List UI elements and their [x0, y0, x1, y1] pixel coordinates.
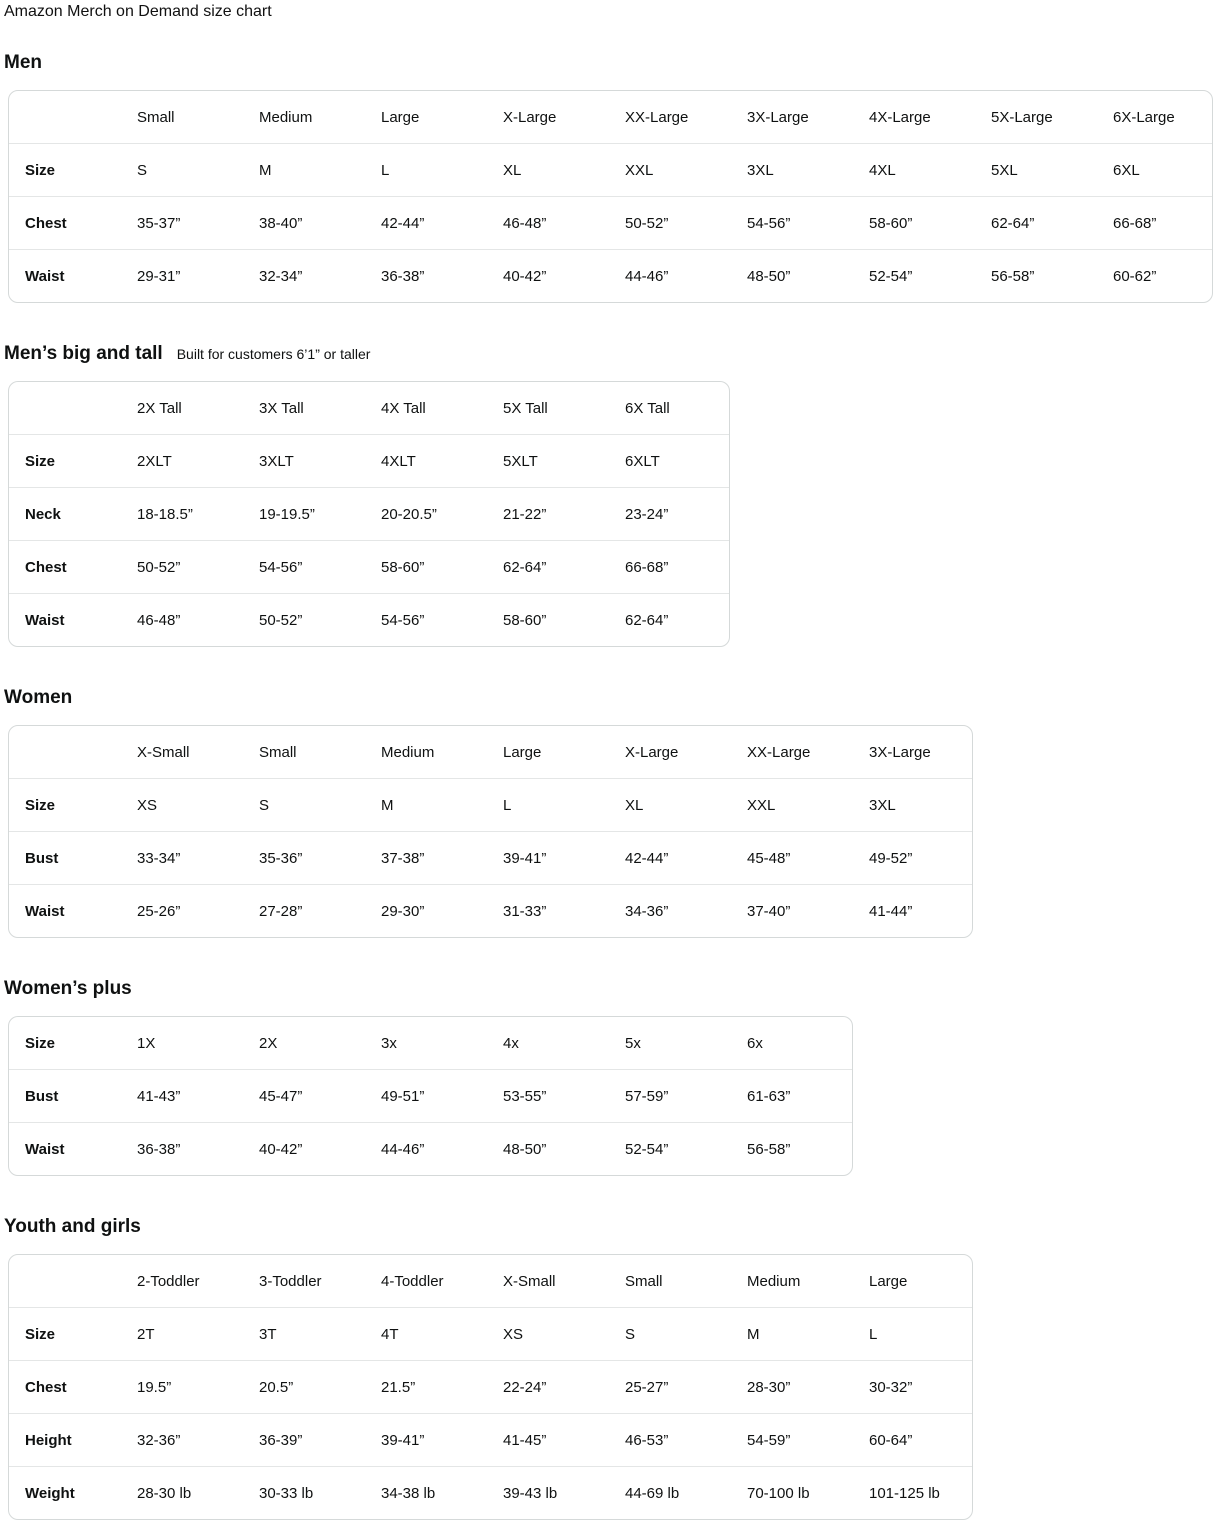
section-women	[4, 687, 1214, 938]
size-cell: 28-30”	[746, 1361, 868, 1414]
size-cell: 58-60”	[380, 541, 502, 594]
size-cell: 46-48”	[502, 197, 624, 250]
column-header: 4X Tall	[381, 399, 426, 417]
size-cell: 57-59”	[624, 1070, 746, 1123]
row-label: Waist	[9, 885, 136, 938]
row-label: Waist	[9, 594, 136, 647]
size-cell: 29-30”	[380, 885, 502, 938]
size-cell: M	[746, 1308, 868, 1361]
size-cell: 101-125 lb	[868, 1467, 972, 1520]
size-cell: 29-31”	[136, 250, 258, 303]
size-cell: 70-100 lb	[746, 1467, 868, 1520]
size-cell: 62-64”	[990, 197, 1112, 250]
womens-plus-table	[9, 1017, 852, 1175]
size-cell: 6XL	[1112, 144, 1212, 197]
size-cell: 41-43”	[136, 1070, 258, 1123]
header-row	[9, 726, 972, 779]
row-label: Weight	[9, 1467, 136, 1520]
size-cell: M	[258, 144, 380, 197]
size-cell: 3XLT	[258, 435, 380, 488]
size-cell: 53-55”	[502, 1070, 624, 1123]
size-cell: 32-34”	[258, 250, 380, 303]
women-size-table	[9, 726, 972, 937]
column-header: Large	[503, 743, 542, 761]
youth-and-girls-card	[8, 1254, 973, 1520]
size-cell: 19-19.5”	[258, 488, 380, 541]
size-cell: L	[380, 144, 502, 197]
size-cell: 50-52”	[624, 197, 746, 250]
size-cell: S	[258, 779, 380, 832]
size-cell: S	[136, 144, 258, 197]
size-cell: 52-54”	[868, 250, 990, 303]
size-cell: 5XL	[990, 144, 1112, 197]
size-cell: 35-36”	[258, 832, 380, 885]
size-cell: 62-64”	[624, 594, 729, 647]
section-heading-men: Men	[4, 52, 42, 73]
size-cell: 2XLT	[136, 435, 258, 488]
size-cell: 6x	[747, 1034, 763, 1052]
size-cell: 54-56”	[380, 594, 502, 647]
table-row	[9, 541, 729, 594]
size-cell: 58-60”	[868, 197, 990, 250]
row-label: Bust	[9, 832, 136, 885]
size-cell: 54-56”	[258, 541, 380, 594]
table-row	[9, 594, 729, 647]
header-row	[9, 1255, 972, 1308]
size-cell: 54-59”	[746, 1414, 868, 1467]
size-cell: 35-37”	[136, 197, 258, 250]
column-header: 4-Toddler	[381, 1272, 444, 1290]
row-label: Neck	[9, 488, 136, 541]
column-header: 6X-Large	[1113, 108, 1175, 126]
men-size-card	[8, 90, 1213, 303]
mens-big-and-tall-table	[9, 382, 729, 646]
size-cell: 30-32”	[868, 1361, 972, 1414]
size-cell: 44-69 lb	[624, 1467, 746, 1520]
size-cell: 3XL	[746, 144, 868, 197]
size-cell: 41-44”	[868, 885, 972, 938]
section-heading-womens-plus: Women’s plus	[4, 978, 132, 999]
size-cell: 46-48”	[136, 594, 258, 647]
column-header: Small	[625, 1272, 663, 1290]
column-header: 3X Tall	[259, 399, 304, 417]
size-cell: 61-63”	[746, 1070, 852, 1123]
section-womens-plus	[4, 978, 1214, 1176]
size-cell: 18-18.5”	[136, 488, 258, 541]
size-cell: XXL	[746, 779, 868, 832]
size-cell: 54-56”	[746, 197, 868, 250]
column-header: Large	[869, 1272, 908, 1290]
size-cell: 56-58”	[746, 1123, 852, 1176]
size-cell: 2X	[259, 1034, 278, 1052]
size-cell: 41-45”	[502, 1414, 624, 1467]
size-cell: 50-52”	[136, 541, 258, 594]
size-cell: L	[502, 779, 624, 832]
size-cell: 44-46”	[624, 250, 746, 303]
table-row	[9, 1017, 852, 1070]
size-cell: 6XLT	[624, 435, 729, 488]
table-row	[9, 779, 972, 832]
corner-cell	[9, 91, 136, 144]
size-cell: XL	[502, 144, 624, 197]
size-cell: 45-48”	[746, 832, 868, 885]
section-heading-text: Men’s big and tall	[4, 343, 163, 364]
size-cell: 39-43 lb	[502, 1467, 624, 1520]
size-cell: 4XL	[868, 144, 990, 197]
size-cell: 5x	[625, 1034, 641, 1052]
size-cell: 36-38”	[136, 1123, 258, 1176]
size-cell: 20-20.5”	[380, 488, 502, 541]
table-row	[9, 1361, 972, 1414]
table-row	[9, 197, 1212, 250]
table-row	[9, 435, 729, 488]
size-cell: 62-64”	[502, 541, 624, 594]
womens-plus-card	[8, 1016, 853, 1176]
size-cell: 4T	[380, 1308, 502, 1361]
row-label: Size	[25, 1034, 56, 1052]
size-cell: 25-27”	[624, 1361, 746, 1414]
row-label: Waist	[9, 1123, 136, 1176]
size-cell: 50-52”	[258, 594, 380, 647]
column-header: 4X-Large	[869, 108, 931, 126]
size-cell: XS	[136, 779, 258, 832]
size-cell: 66-68”	[624, 541, 729, 594]
table-row	[9, 144, 1212, 197]
size-cell: 36-38”	[380, 250, 502, 303]
size-cell: 4x	[503, 1034, 519, 1052]
column-header: Medium	[747, 1272, 801, 1290]
corner-cell	[9, 1255, 136, 1308]
size-cell: 42-44”	[380, 197, 502, 250]
column-header: Large	[381, 108, 420, 126]
column-header: X-Large	[503, 108, 557, 126]
size-cell: 36-39”	[258, 1414, 380, 1467]
size-cell: 40-42”	[502, 250, 624, 303]
table-row	[9, 488, 729, 541]
size-cell: 37-40”	[746, 885, 868, 938]
column-header: 2X Tall	[137, 399, 182, 417]
corner-cell	[9, 726, 136, 779]
youth-and-girls-table	[9, 1255, 972, 1519]
table-row	[9, 1070, 852, 1123]
header-row	[9, 382, 729, 435]
column-header: 3X-Large	[869, 743, 931, 761]
corner-cell	[9, 382, 136, 435]
section-men	[4, 52, 1214, 303]
row-label: Bust	[9, 1070, 136, 1123]
page-title: Amazon Merch on Demand size chart	[4, 3, 272, 20]
column-header: 5X Tall	[503, 399, 548, 417]
row-label: Size	[9, 435, 136, 488]
table-row	[9, 832, 972, 885]
row-label: Height	[9, 1414, 136, 1467]
table-row	[9, 1467, 972, 1520]
size-cell: 3T	[258, 1308, 380, 1361]
column-header: XX-Large	[625, 108, 689, 126]
column-header: XX-Large	[747, 743, 811, 761]
mens-big-and-tall-card	[8, 381, 730, 647]
size-cell: 56-58”	[990, 250, 1112, 303]
size-cell: 32-36”	[136, 1414, 258, 1467]
size-cell: M	[380, 779, 502, 832]
size-cell: 19.5”	[136, 1361, 258, 1414]
column-header: Small	[259, 743, 297, 761]
section-subtitle: Built for customers 6’1” or taller	[176, 346, 371, 362]
table-row	[9, 250, 1212, 303]
column-header: Small	[137, 108, 175, 126]
column-header: 5X-Large	[991, 108, 1053, 126]
size-cell: 5XLT	[502, 435, 624, 488]
table-row	[9, 885, 972, 938]
row-label: Chest	[9, 197, 136, 250]
size-cell: 3x	[381, 1034, 397, 1052]
size-cell: 34-38 lb	[380, 1467, 502, 1520]
size-cell: XS	[502, 1308, 624, 1361]
size-cell: 4XLT	[380, 435, 502, 488]
section-heading-mens-big-and-tall	[4, 343, 1214, 365]
size-cell: 66-68”	[1112, 197, 1212, 250]
column-header: X-Large	[625, 743, 679, 761]
size-cell: 27-28”	[258, 885, 380, 938]
row-label: Chest	[9, 541, 136, 594]
size-cell: S	[624, 1308, 746, 1361]
section-youth-and-girls	[4, 1216, 1214, 1520]
size-cell: 25-26”	[136, 885, 258, 938]
size-cell: 58-60”	[502, 594, 624, 647]
table-row	[9, 1123, 852, 1176]
size-cell: 52-54”	[624, 1123, 746, 1176]
section-heading-youth-and-girls: Youth and girls	[4, 1216, 141, 1237]
size-cell: 21.5”	[380, 1361, 502, 1414]
size-cell: L	[868, 1308, 972, 1361]
size-cell: 30-33 lb	[258, 1467, 380, 1520]
size-cell: 20.5”	[258, 1361, 380, 1414]
section-heading-women: Women	[4, 687, 73, 708]
size-cell: 39-41”	[502, 832, 624, 885]
row-label: Chest	[9, 1361, 136, 1414]
size-cell: 45-47”	[258, 1070, 380, 1123]
column-header: 3X-Large	[747, 108, 809, 126]
size-cell: 34-36”	[624, 885, 746, 938]
table-row	[9, 1414, 972, 1467]
column-header: Medium	[259, 108, 313, 126]
size-cell: XL	[624, 779, 746, 832]
size-cell: 49-51”	[380, 1070, 502, 1123]
size-cell: 37-38”	[380, 832, 502, 885]
size-cell: 23-24”	[624, 488, 729, 541]
size-cell: 33-34”	[136, 832, 258, 885]
table-row	[9, 1308, 972, 1361]
size-cell: 38-40”	[258, 197, 380, 250]
size-cell: 1X	[137, 1034, 156, 1052]
section-mens-big-and-tall	[4, 343, 1214, 647]
row-label: Size	[9, 1308, 136, 1361]
women-size-card	[8, 725, 973, 938]
row-label: Size	[9, 779, 136, 832]
size-cell: 49-52”	[868, 832, 972, 885]
column-header: 6X Tall	[625, 399, 670, 417]
size-cell: 48-50”	[746, 250, 868, 303]
size-cell: 60-62”	[1112, 250, 1212, 303]
header-row	[9, 91, 1212, 144]
column-header: Medium	[381, 743, 435, 761]
column-header: X-Small	[137, 743, 190, 761]
column-header: 3-Toddler	[259, 1272, 322, 1290]
size-cell: 60-64”	[868, 1414, 972, 1467]
size-cell: 44-46”	[380, 1123, 502, 1176]
size-cell: 46-53”	[624, 1414, 746, 1467]
size-cell: 48-50”	[502, 1123, 624, 1176]
size-cell: 2T	[136, 1308, 258, 1361]
size-cell: 3XL	[868, 779, 972, 832]
size-cell: 39-41”	[380, 1414, 502, 1467]
size-cell: 21-22”	[502, 488, 624, 541]
size-cell: 31-33”	[502, 885, 624, 938]
row-label: Waist	[9, 250, 136, 303]
size-cell: 22-24”	[502, 1361, 624, 1414]
column-header: X-Small	[503, 1272, 556, 1290]
size-cell: 40-42”	[258, 1123, 380, 1176]
size-cell: 42-44”	[624, 832, 746, 885]
row-label: Size	[9, 144, 136, 197]
size-cell: 28-30 lb	[136, 1467, 258, 1520]
size-cell: XXL	[624, 144, 746, 197]
men-size-table	[9, 91, 1212, 302]
column-header: 2-Toddler	[137, 1272, 200, 1290]
